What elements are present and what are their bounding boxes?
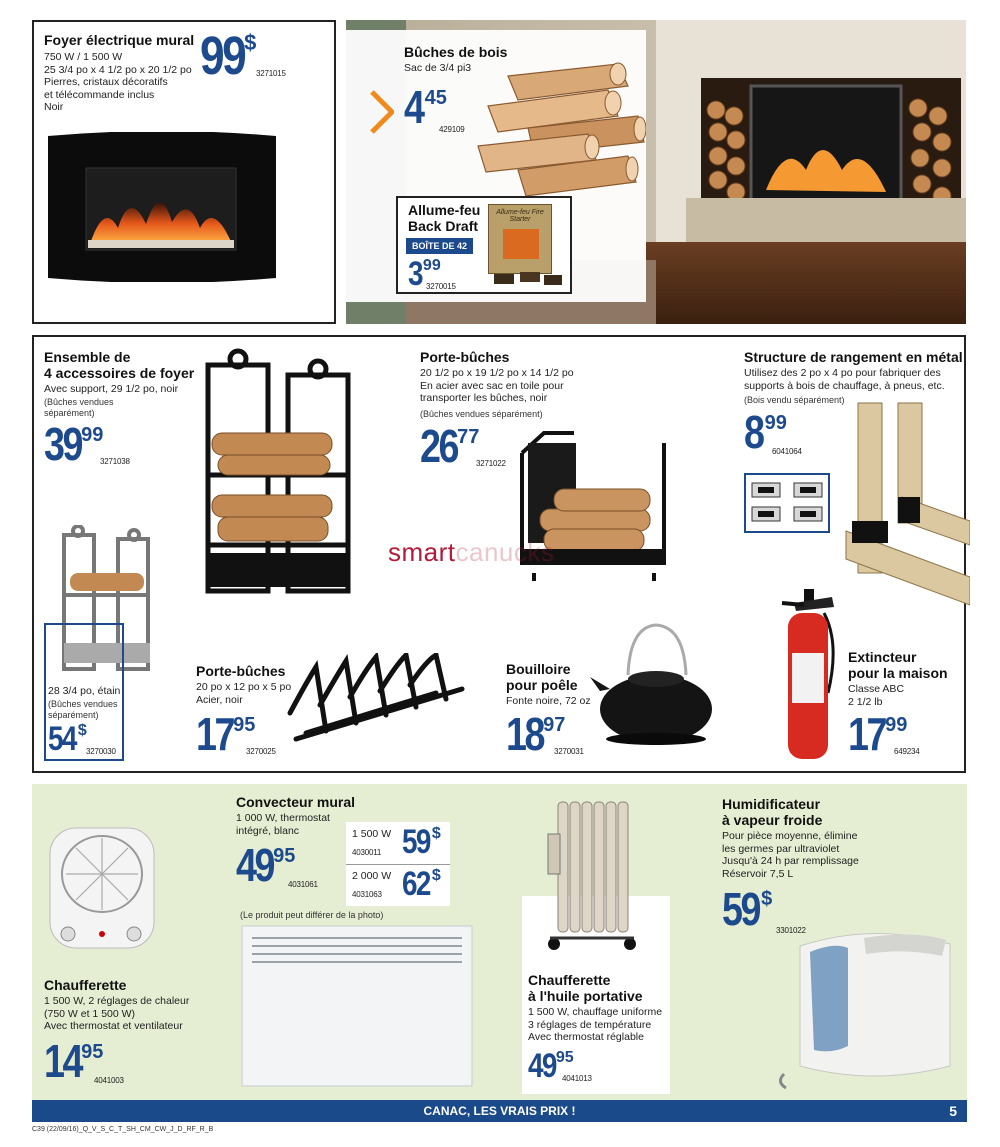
oil-heater-title	[528, 972, 643, 1004]
toolset-title	[44, 349, 194, 381]
extinguisher-line1: Classe ABC	[848, 683, 905, 695]
toolset-title2: 4 accessoires de foyer	[44, 365, 195, 381]
convector-options-table	[346, 822, 450, 906]
extinguisher-sku: 649234	[894, 747, 920, 756]
convector-opt1-sku: 4030011	[352, 848, 382, 857]
toolset-note	[44, 397, 114, 418]
fireplace-sku: 3271015	[256, 69, 286, 78]
rack-structure-price: 8 99	[744, 406, 787, 458]
electric-fireplace-image	[44, 132, 280, 282]
heater-line2: (750 W et 1 500 W)	[44, 1007, 136, 1020]
rack-structure-note: (Bois vendu séparément)	[744, 395, 845, 405]
watermark	[388, 537, 554, 568]
oil-heater-line3: Avec thermostat réglable	[528, 1031, 644, 1043]
logs-sku: 429109	[439, 125, 465, 134]
heater-price: 14 95	[44, 1035, 104, 1087]
toolset-title1: Ensemble de	[44, 349, 131, 365]
firestarter-box	[396, 196, 572, 294]
convector-opt2-sku: 4031063	[352, 890, 382, 899]
convector-sku: 4031061	[288, 880, 318, 889]
grate-desc	[196, 681, 291, 706]
humidifier-title2: à vapeur froide	[722, 812, 823, 828]
humidifier-desc	[722, 830, 859, 880]
fireplace-room-photo	[346, 20, 966, 324]
extinguisher-desc	[848, 683, 904, 708]
grate-sku: 3270025	[246, 747, 276, 756]
oil-heater-sku: 4041013	[562, 1074, 592, 1083]
kettle-title1: Bouilloire	[506, 661, 571, 677]
extinguisher-price: 17 99	[848, 708, 908, 760]
firestarter-title2: Back Draft	[408, 218, 479, 234]
extinguisher-line2: 2 1/2 lb	[848, 695, 883, 708]
accessories-panel	[32, 335, 966, 773]
fireplace-price: 99 $	[200, 26, 257, 86]
carrier-line3: transporter les bûches, noir	[420, 392, 548, 404]
toolset-sku: 3271038	[100, 457, 130, 466]
convector-opt1-label: 1 500 W	[352, 828, 392, 840]
footer-slogan: CANAC, LES VRAIS PRIX !	[423, 1104, 576, 1118]
firewood-bundle-image	[468, 46, 646, 206]
carrier-price: 26 77	[420, 420, 480, 472]
wood-rack-structure-image	[842, 397, 970, 607]
logs-title: Bûches de bois	[404, 44, 508, 60]
grate-line1: 20 po x 12 po x 5 po	[196, 681, 292, 693]
grate-title: Porte-bûches	[196, 663, 286, 679]
pewter-set-sku: 3270030	[86, 747, 116, 756]
oil-heater-title2: à l'huile portative	[528, 988, 643, 1004]
firestarter-box-label: Allume-feu Fire Starter	[496, 209, 544, 223]
logs-subtitle: Sac de 3/4 pi3	[404, 62, 472, 74]
fan-heater-image	[46, 818, 158, 958]
kettle-title2: pour poêle	[506, 677, 578, 693]
extinguisher-title1: Extincteur	[848, 649, 917, 665]
footer-bar	[32, 1100, 967, 1122]
fireplace-panel	[32, 20, 336, 324]
humidifier-title1: Humidificateur	[722, 796, 821, 812]
convector-line2: intégré, blanc	[236, 824, 300, 837]
firestarter-cubes	[494, 272, 564, 286]
fireplace-tool-rack-image	[198, 345, 358, 595]
fireplace-line4: et télécommande inclus	[44, 88, 155, 101]
carrier-note: (Bûches vendues séparément)	[420, 409, 543, 419]
toolset-desc: Avec support, 29 1/2 po, noir	[44, 383, 179, 395]
pewter-set-note	[48, 699, 118, 720]
grate-price: 17 95	[196, 708, 256, 760]
humidifier-line2: les germes par ultraviolet	[722, 842, 840, 855]
oil-heater-line2: 3 réglages de température	[528, 1018, 652, 1031]
toolset-note2: séparément)	[44, 407, 95, 418]
convector-line1: 1 000 W, thermostat	[236, 812, 330, 824]
log-grate-image	[286, 653, 466, 753]
toolset-price: 39 99	[44, 418, 104, 470]
firestarter-title	[408, 202, 480, 234]
metal-brackets-image	[744, 473, 830, 533]
kettle-desc: Fonte noire, 72 oz	[506, 695, 591, 707]
carrier-desc	[420, 367, 574, 405]
convector-price: 49 95	[236, 839, 296, 891]
firestarter-product-box	[488, 204, 552, 274]
humidifier-image	[774, 926, 954, 1090]
arrow-icon	[370, 90, 394, 134]
kettle-title	[506, 661, 578, 693]
carrier-line2: En acier avec sac en toile pour	[420, 379, 564, 392]
wall-convector-image	[238, 924, 474, 1088]
fire-extinguisher-image	[774, 583, 844, 763]
heater-line3: Avec thermostat et ventilateur	[44, 1020, 183, 1032]
oil-heater-title1: Chaufferette	[528, 972, 611, 988]
convector-photo-note: (Le produit peut différer de la photo)	[240, 910, 384, 920]
fireplace-desc	[44, 51, 192, 114]
humidifier-line4: Réservoir 7,5 L	[722, 867, 794, 880]
oil-heater-line1: 1 500 W, chauffage uniforme	[528, 1006, 663, 1018]
humidifier-line1: Pour pièce moyenne, élimine	[722, 830, 858, 842]
convector-options-divider	[346, 864, 450, 865]
firestarter-title1: Allume-feu	[408, 202, 481, 218]
convector-opt1-price: 59 $	[402, 823, 441, 861]
convector-opt2-label: 2 000 W	[352, 870, 392, 882]
firestarter-sku: 3270015	[426, 282, 456, 291]
carrier-sku: 3271022	[476, 459, 506, 468]
carrier-line1: 20 1/2 po x 19 1/2 po x 14 1/2 po	[420, 367, 574, 379]
heater-line1: 1 500 W, 2 réglages de chaleur	[44, 995, 190, 1007]
pewter-set-note1: (Bûches vendues	[48, 699, 118, 709]
fireplace-line5: Noir	[44, 101, 64, 113]
fireplace-line3: Pierres, cristaux décoratifs	[44, 76, 168, 88]
print-code: C39 (22/09/16)_Q_V_S_C_T_SH_CM_CW_J_D_RF_R_B	[32, 1126, 214, 1133]
carrier-title: Porte-bûches	[420, 349, 510, 365]
pewter-set-note2: séparément)	[48, 709, 99, 720]
convector-opt2-price: 62 $	[402, 865, 441, 903]
pewter-set-desc: 28 3/4 po, étain	[48, 685, 121, 697]
oil-radiator-image	[544, 794, 640, 960]
watermark-part1: smart	[388, 537, 456, 567]
fireplace-line2: 25 3/4 po x 4 1/2 po x 20 1/2 po	[44, 63, 192, 76]
heater-desc	[44, 995, 189, 1033]
kettle-sku: 3270031	[554, 747, 584, 756]
rack-structure-desc	[744, 367, 945, 392]
pewter-set-price: 54 $	[48, 720, 87, 758]
oil-heater-desc	[528, 1006, 662, 1044]
heater-sku: 4041003	[94, 1076, 124, 1085]
rack-structure-title: Structure de rangement en métal	[744, 349, 963, 365]
rack-structure-sku: 6041064	[772, 447, 802, 456]
watermark-part2: canucks	[455, 537, 555, 567]
kettle-price: 18 97	[506, 708, 566, 760]
convector-desc	[236, 812, 330, 837]
humidifier-price: 59 $	[722, 883, 773, 935]
rack-structure-line1: Utilisez des 2 po x 4 po pour fabriquer des	[744, 367, 941, 379]
cast-iron-kettle-image	[590, 619, 720, 749]
page-number: 5	[949, 1103, 957, 1119]
rack-structure-line2: supports à bois de chauffage, à pneus, etc.	[744, 379, 945, 392]
toolset-note1: (Bûches vendues	[44, 397, 114, 407]
extinguisher-title2: pour la maison	[848, 665, 948, 681]
heating-panel	[32, 784, 967, 1100]
humidifier-sku: 3301022	[776, 926, 806, 935]
fireplace-title: Foyer électrique mural	[44, 32, 195, 48]
logs-price: 4 45	[404, 81, 447, 133]
extinguisher-title	[848, 649, 948, 681]
humidifier-line3: Jusqu'à 24 h par remplissage	[722, 855, 859, 867]
convector-title: Convecteur mural	[236, 794, 356, 810]
firestarter-price: 3 99	[408, 255, 441, 293]
humidifier-title	[722, 796, 822, 828]
fireplace-line1: 750 W / 1 500 W	[44, 51, 123, 63]
heater-title: Chaufferette	[44, 977, 127, 993]
grate-line2: Acier, noir	[196, 693, 243, 706]
oil-heater-price: 49 95	[528, 1047, 574, 1085]
firestarter-badge: BOÎTE DE 42	[406, 238, 473, 254]
